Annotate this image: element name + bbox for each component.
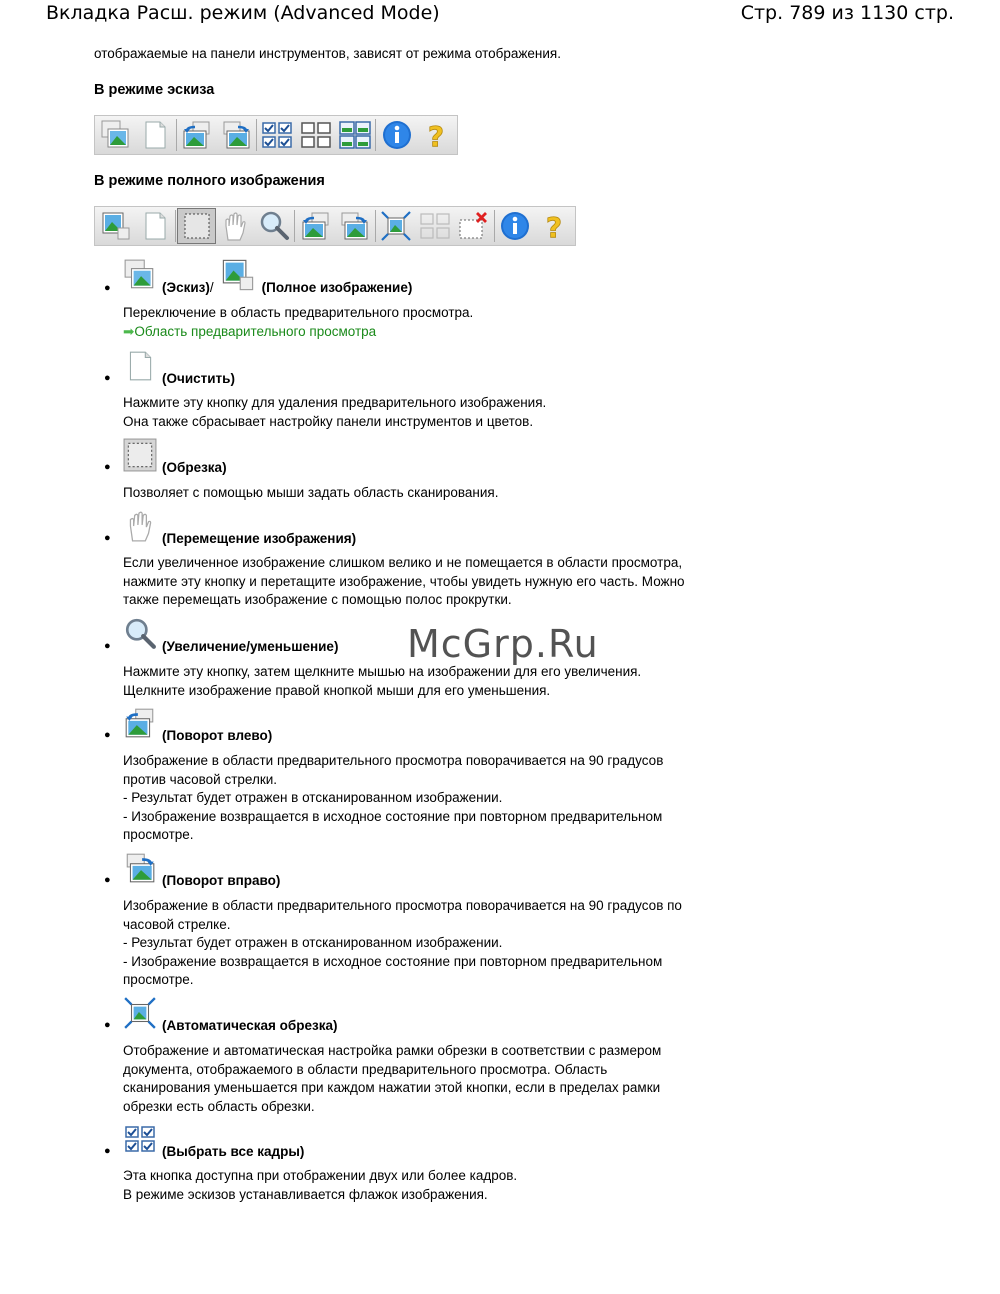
description-line: просмотре. (123, 827, 194, 842)
zoom-icon (122, 616, 158, 652)
help-icon[interactable] (534, 208, 573, 244)
page-header-title: Вкладка Расш. режим (Advanced Mode) (46, 2, 440, 24)
bullet: ● (104, 461, 111, 473)
select-all-frames-icon (122, 1121, 158, 1157)
item-rotate-right-heading (122, 850, 280, 886)
description-line: против часовой стрелки. (123, 771, 278, 787)
svg-text:?: ? (427, 120, 444, 151)
crop-icon (122, 437, 158, 473)
description-line: Отображение и автоматическая настройка рамки обрезки в соответствии с размером (123, 1043, 662, 1058)
bullet: ● (104, 640, 111, 652)
item-title: (Поворот вправо) (162, 873, 281, 888)
rotate-left-icon[interactable] (178, 117, 217, 153)
rotate-right-icon[interactable] (216, 117, 255, 153)
bullet: ● (104, 372, 111, 384)
bullet: ● (104, 1019, 111, 1031)
description-line: Если увеличенное изображение слишком велико и не помещается в области просмотра, (123, 555, 683, 570)
item-title: (Перемещение изображения) (162, 531, 357, 546)
item-description (123, 752, 763, 845)
full-image-icon[interactable] (97, 208, 136, 244)
info-icon[interactable] (377, 117, 416, 153)
auto-crop-icon (122, 995, 158, 1031)
select-all-frames-icon[interactable] (258, 117, 297, 153)
item-select-all-heading (122, 1121, 304, 1157)
watermark: McGrp.Ru (407, 622, 599, 666)
bullet: ● (104, 282, 111, 294)
thumbnail-icon[interactable] (97, 117, 136, 153)
description-line: В режиме эскизов устанавливается флажок изображения. (123, 1186, 488, 1202)
thumbnail-icon (122, 257, 158, 293)
full-image-icon (218, 257, 258, 293)
rotate-right-icon[interactable] (335, 208, 374, 244)
item-title: (Автоматическая обрезка) (162, 1018, 338, 1033)
bullet: ● (104, 532, 111, 544)
description-line: Изображение в области предварительного просмотра поворачивается на 90 градусов (123, 753, 664, 768)
rotate-right-icon (122, 850, 158, 886)
clear-icon[interactable] (136, 208, 175, 244)
description-line: - Результат будет отражен в отсканированном изображении. (123, 935, 503, 950)
description-line: Она также сбрасывает настройку панели инструментов и цветов. (123, 413, 534, 429)
svg-text:?: ? (545, 211, 562, 242)
description-line: Щелкните изображение правой кнопкой мыши для его уменьшения. (123, 682, 551, 698)
help-icon[interactable] (416, 117, 455, 153)
item-crop-heading (122, 437, 227, 473)
preview-area-link[interactable]: Область предварительного просмотра (134, 323, 377, 339)
description-line: Переключение в область предварительного просмотра. (123, 305, 474, 320)
zoom-icon[interactable] (255, 208, 294, 244)
description-line: - Изображение возвращается в исходное состояние при повторном предварительном (123, 808, 663, 824)
item-description (123, 897, 763, 990)
full-mode-title: В режиме полного изображения (94, 173, 325, 189)
item-thumbnail-heading (122, 257, 412, 293)
page-number: Стр. 789 из 1130 стр. (740, 2, 954, 24)
item-title: (Выбрать все кадры) (162, 1144, 305, 1159)
description-line: часовой стрелке. (123, 916, 231, 932)
hand-icon (122, 508, 158, 544)
description-line: нажмите эту кнопку и перетащите изображение, чтобы увидеть нужную его часть. Можно (123, 573, 685, 589)
item-description (123, 554, 763, 610)
item-clear-heading (122, 348, 235, 384)
deselect-frames-icon[interactable] (297, 117, 336, 153)
description-line: - Результат будет отражен в отсканированном изображении. (123, 790, 503, 805)
hand-icon[interactable] (216, 208, 255, 244)
frames-icon[interactable] (415, 208, 454, 244)
rotate-left-icon (122, 705, 158, 741)
description-line: просмотре. (123, 972, 194, 987)
item-title: (Увеличение/уменьшение) (162, 639, 339, 654)
rotate-left-icon[interactable] (296, 208, 335, 244)
full-image-toolbar (94, 206, 576, 246)
bullet: ● (104, 874, 111, 886)
crop-icon[interactable] (177, 208, 216, 244)
remove-crop-icon[interactable] (454, 208, 493, 244)
item-auto-crop-heading (122, 995, 337, 1031)
item-description (123, 484, 763, 503)
item-title: (Полное изображение) (261, 280, 413, 295)
thumbnail-mode-title: В режиме эскиза (94, 82, 215, 98)
description-line: Изображение в области предварительного просмотра поворачивается на 90 градусов по (123, 898, 682, 913)
item-zoom-heading (122, 616, 338, 652)
description-line: также перемещать изображение с помощью полос прокрутки. (123, 592, 512, 607)
description-line: Позволяет с помощью мыши задать область сканирования. (123, 485, 499, 500)
item-move-heading (122, 508, 356, 544)
intro-text: отображаемые на панели инструментов, зависят от режима отображения. (94, 46, 561, 61)
description-line: - Изображение возвращается в исходное состояние при повторном предварительном (123, 953, 663, 969)
clear-icon[interactable] (136, 117, 175, 153)
arrow-right-icon: ➡ (123, 323, 135, 339)
item-description (123, 304, 763, 341)
info-icon[interactable] (496, 208, 535, 244)
item-title: (Обрезка) (162, 460, 227, 475)
bullet: ● (104, 1145, 111, 1157)
item-title: (Поворот влево) (162, 728, 273, 743)
item-description (123, 663, 763, 700)
description-line: документа, отображаемого в области предварительного просмотра. Область (123, 1061, 608, 1077)
thumbnail-toolbar (94, 115, 458, 155)
clear-icon (122, 348, 158, 384)
item-title: (Эскиз) (162, 280, 210, 295)
description-line: Нажмите эту кнопку для удаления предварительного изображения. (123, 395, 547, 410)
bullet: ● (104, 729, 111, 741)
separator-slash: / (209, 280, 214, 295)
description-line: обрезки есть область обрезки. (123, 1098, 315, 1114)
auto-crop-icon[interactable] (377, 208, 416, 244)
description-line: Эта кнопка доступна при отображении двух или более кадров. (123, 1168, 518, 1183)
item-description (123, 394, 763, 431)
multi-crop-icon[interactable] (336, 117, 375, 153)
description-line: Нажмите эту кнопку, затем щелкните мышью на изображении для его увеличения. (123, 664, 642, 679)
item-description (123, 1042, 763, 1116)
description-line: сканирования уменьшается при каждом нажатии этой кнопки, если в пределах рамки (123, 1080, 661, 1095)
item-rotate-left-heading (122, 705, 272, 741)
item-description (123, 1167, 763, 1204)
item-title: (Очистить) (162, 371, 235, 386)
